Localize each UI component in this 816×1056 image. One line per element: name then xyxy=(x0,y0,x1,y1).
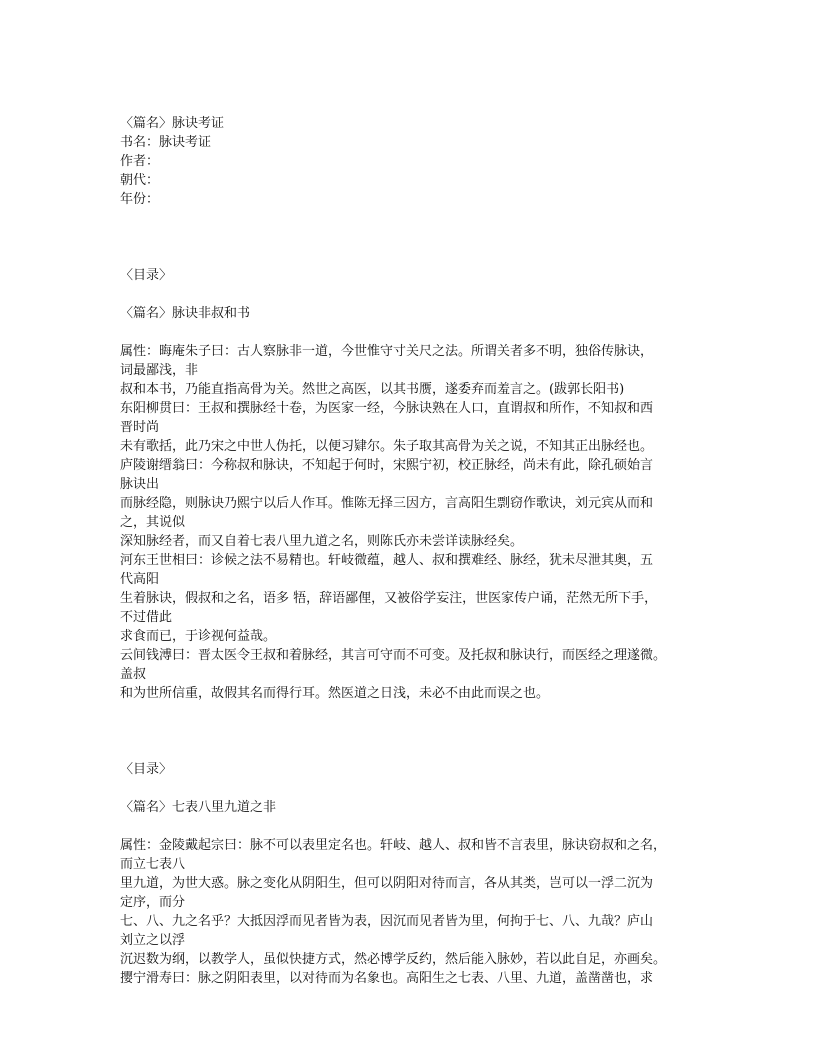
body-line: 东阳柳贯曰：王叔和撰脉经十卷，为医家一经，今脉诀熟在人口，直谓叔和所作，不知叔和西 xyxy=(120,401,654,416)
spacer xyxy=(120,703,710,760)
section2-toc-label: 〈目录〉 xyxy=(120,762,173,777)
body-line: 刘立之以浮 xyxy=(120,933,186,948)
body-line: 而立七表八 xyxy=(120,857,186,872)
title-pianming: 〈篇名〉脉诀考证 xyxy=(120,116,225,131)
body-line: 属性：金陵戴起宗曰：脉不可以表里定名也。轩岐、越人、叔和皆不言表里，脉诀窃叔和之名， xyxy=(120,838,667,853)
body-line: 属性：晦庵朱子曰：古人察脉非一道，今世惟守寸关尺之法。所谓关者多不明，独俗传脉诀， xyxy=(120,344,654,359)
body-line: 里九道，为世大惑。脉之变化从阴阳生，但可以阴阳对待而言，各从其类，岂可以一浮二沉为 xyxy=(120,876,654,891)
section2-title: 〈篇名〉七表八里九道之非 xyxy=(120,800,277,815)
year: 年份： xyxy=(120,192,160,207)
body-line: 而脉经隐，则脉诀乃熙宁以后人作耳。惟陈无择三因方，言高阳生剽窃作歌诀，刘元宾从而和 xyxy=(120,496,654,511)
spacer xyxy=(120,323,710,342)
body-line: 之，其说似 xyxy=(120,515,186,530)
body-line: 七、八、九之名乎？大抵因浮而见者皆为表，因沉而见者皆为里，何拘于七、八、九哉？庐山 xyxy=(120,914,654,929)
body-line: 脉诀出 xyxy=(120,477,160,492)
body-line: 不过借此 xyxy=(120,610,173,625)
body-line: 云间钱溥曰：晋太医令王叔和着脉经，其言可守而不可变。及托叔和脉诀行，而医经之理遂微。 xyxy=(120,648,667,663)
author: 作者： xyxy=(120,154,160,169)
spacer xyxy=(120,285,710,304)
section1-toc-label: 〈目录〉 xyxy=(120,268,173,283)
body-line: 代高阳 xyxy=(120,572,160,587)
body-line: 深知脉经者，而又自着七表八里九道之名，则陈氏亦未尝详读脉经矣。 xyxy=(120,534,524,549)
body-line: 叔和本书，乃能直指高骨为关。然世之高医，以其书赝，遂委弃而羞言之。(跋郭长阳书) xyxy=(120,382,625,397)
body-line: 河东王世相曰：诊候之法不易精也。轩岐微蕴，越人、叔和撰难经、脉经，犹未尽泄其奥，五 xyxy=(120,553,654,568)
book-name: 书名：脉诀考证 xyxy=(120,135,212,150)
body-line: 晋时尚 xyxy=(120,420,160,435)
body-line: 和为世所信重，故假其名而得行耳。然医道之日浅，未必不由此而误之也。 xyxy=(120,686,550,701)
section1-title: 〈篇名〉脉诀非叔和书 xyxy=(120,306,251,321)
body-line: 词最鄙浅，非 xyxy=(120,363,199,378)
body-line: 庐陵谢缙翁曰：今称叔和脉诀，不知起于何时，宋熙宁初，校正脉经，尚未有此，除孔硕始言 xyxy=(120,458,654,473)
spacer xyxy=(120,779,710,798)
body-line: 定序，而分 xyxy=(120,895,186,910)
dynasty: 朝代： xyxy=(120,173,160,188)
body-line: 沉迟数为纲，以教学人，虽似快捷方式，然必博学反约，然后能入脉妙，若以此自足，亦画矣。 xyxy=(120,952,667,967)
body-line: 生着脉诀，假叔和之名，语多 牾，辞语鄙俚，又被俗学妄注，世医家传户诵，茫然无所下手， xyxy=(120,591,658,606)
spacer xyxy=(120,817,710,836)
section1-body xyxy=(120,342,710,703)
body-line: 求食而已，于诊视何益哉。 xyxy=(120,629,277,644)
document-page xyxy=(120,114,710,988)
spacer xyxy=(120,209,710,266)
body-line: 未有歌括，此乃宋之中世人伪托，以便习肄尔。朱子取其高骨为关之说，不知其正出脉经也。 xyxy=(120,439,654,454)
body-line: 盖叔 xyxy=(120,667,147,682)
section2-body xyxy=(120,836,710,988)
body-line: 撄宁滑寿曰：脉之阴阳表里，以对待而为名象也。高阳生之七表、八里、九道，盖凿凿也，求 xyxy=(120,971,654,986)
